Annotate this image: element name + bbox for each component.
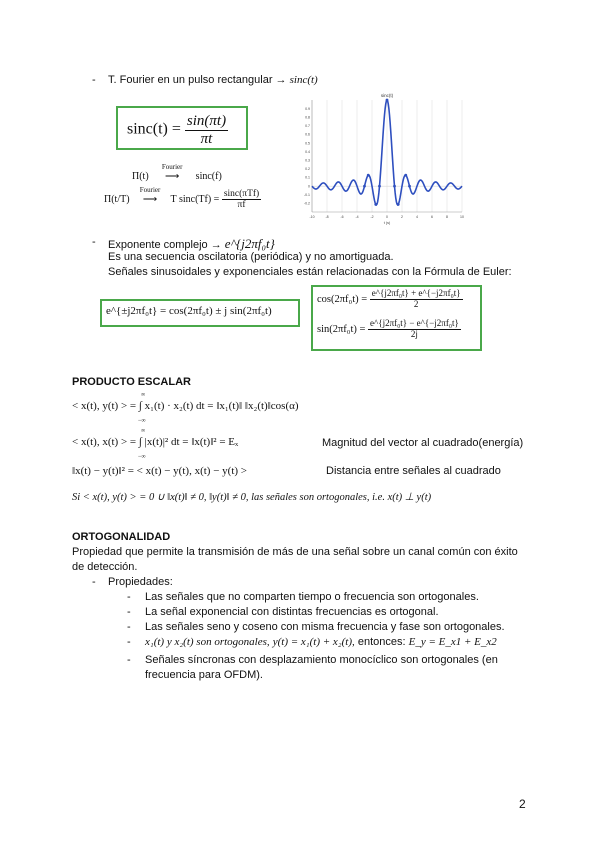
integral-upper-limit: ∞ — [141, 428, 146, 434]
sinc-numerator: sin(πt) — [186, 113, 227, 129]
sin-numerator: e^{j2πf₀t} − e^{−j2πf₀t} — [370, 318, 459, 328]
sinc-data-point — [363, 185, 366, 188]
sub-bullet-dash: - — [127, 636, 131, 648]
integral-lower-limit: −∞ — [138, 454, 146, 460]
propiedades-label: Propiedades: — [108, 576, 173, 588]
fourier-intro-text: T. Fourier en un pulso rectangular → — [108, 74, 287, 86]
item4-sum: y(t) = x₁(t) + x₂(t), — [272, 636, 355, 648]
arrow-icon: ⟶ — [142, 194, 158, 206]
section-heading-ortogonalidad: ORTOGONALIDAD — [72, 531, 171, 543]
integral-upper-limit: ∞ — [141, 392, 146, 398]
sinc-data-point — [367, 174, 370, 177]
sinc-lhs: sinc(t) = — [127, 120, 181, 138]
page-number: 2 — [519, 797, 526, 811]
x-tick-label: 6 — [431, 215, 433, 219]
property-item-2: La señal exponencial con distintas frecuencias es ortogonal. — [145, 606, 439, 618]
energy-eq: < x(t), x(t) > = ∫ |x(t)|² dt = ‖x(t)‖² = Eₓ — [72, 436, 239, 448]
y-tick-label: 0.9 — [305, 106, 310, 111]
item4-then: entonces: — [357, 636, 406, 648]
cos-denominator: 2 — [413, 298, 419, 309]
sinc-data-point — [408, 185, 411, 188]
exp-line-3: Señales sinusoidales y exponenciales están relacionadas con la Fórmula de Euler: — [108, 266, 512, 278]
pair2-numerator: sinc(πTf) — [223, 189, 260, 199]
fourier-pair-2 — [104, 186, 261, 211]
y-tick-label: 0.8 — [305, 115, 310, 120]
y-tick-label: -0.2 — [303, 201, 310, 206]
y-tick-label: 0.7 — [305, 124, 310, 129]
fourier-sinc-label: sinc(t) — [289, 74, 318, 86]
sub-bullet-dash: - — [127, 591, 131, 603]
chart-xlabel: t (s) — [383, 221, 391, 225]
sub-bullet-dash: - — [127, 654, 131, 666]
y-tick-label: 0.3 — [305, 158, 310, 163]
exp-intro — [108, 236, 275, 252]
y-tick-label: 0.6 — [305, 132, 310, 137]
chart-title: sinc(t) — [380, 93, 394, 98]
cos-formula — [317, 289, 463, 310]
y-tick-label: 0.1 — [305, 175, 310, 180]
property-item-1: Las señales que no comparten tiempo o frecuencia son ortogonales. — [145, 591, 479, 603]
fourier-pair-1 — [132, 163, 222, 182]
sinc-data-point — [374, 203, 377, 206]
item4-energy: E_y = E_x1 + E_x2 — [408, 636, 497, 648]
x-tick-label: -4 — [355, 215, 359, 219]
pair2-denominator: πf — [237, 200, 246, 211]
energy-note: Magnitud del vector al cuadrado(energía) — [322, 437, 524, 449]
pair1-arrow-label: Fourier — [161, 163, 183, 171]
y-tick-label: 0.5 — [305, 141, 310, 146]
cos-sin-formula-box — [311, 285, 482, 351]
sinc-data-point — [386, 99, 389, 102]
bullet-dash: - — [92, 74, 96, 86]
property-item-5-line-2: frecuencia para OFDM). — [145, 669, 263, 681]
bullet-dash: - — [92, 576, 96, 588]
section-heading-producto: PRODUCTO ESCALAR — [72, 376, 191, 388]
sin-formula — [317, 319, 461, 340]
exp-intro-text: Exponente complejo → — [108, 239, 222, 251]
fourier-intro — [108, 74, 318, 86]
sinc-chart — [296, 88, 470, 226]
ortogonalidad-para-line-1: Propiedad que permite la transmisión de más de una señal sobre un canal común con éxito — [72, 546, 518, 558]
property-item-3: Las señales seno y coseno con misma frecuencia y fase son ortogonales. — [145, 621, 505, 633]
sub-bullet-dash: - — [127, 621, 131, 633]
exp-formula: e^{j2πf₀t} — [224, 236, 275, 251]
sinc-data-point — [378, 185, 381, 188]
sinc-denominator: πt — [200, 130, 213, 147]
pair1-right: sinc(f) — [195, 171, 222, 182]
x-tick-label: 10 — [460, 215, 464, 219]
y-tick-label: -0.1 — [303, 192, 310, 197]
integral-lower-limit: −∞ — [138, 418, 146, 424]
x-tick-label: 2 — [401, 215, 403, 219]
pair2-mid: T sinc(Tf) = — [170, 194, 220, 206]
x-tick-label: -10 — [309, 215, 315, 219]
x-tick-label: 4 — [416, 215, 418, 219]
y-tick-label: 0.2 — [305, 167, 310, 172]
property-item-5-line-1: Señales síncronas con desplazamiento monocíclico son ortogonales (en — [145, 654, 498, 666]
x-tick-label: -8 — [325, 215, 329, 219]
sub-bullet-dash: - — [127, 606, 131, 618]
property-item-4 — [145, 636, 497, 648]
x-tick-label: 0 — [386, 215, 388, 219]
sinc-data-point — [397, 203, 400, 206]
x-tick-label: 8 — [446, 215, 448, 219]
euler-formula: e^{±j2πf₀t} = cos(2πf₀t) ± j sin(2πf₀t) — [106, 305, 272, 317]
cos-lhs: cos(2πf₀t) = — [317, 293, 368, 305]
distance-note: Distancia entre señales al cuadrado — [326, 465, 501, 477]
bullet-dash: - — [92, 236, 96, 248]
pair2-left: Π(t/T) — [104, 194, 130, 206]
sin-denominator: 2j — [410, 328, 418, 339]
x-tick-label: -6 — [340, 215, 344, 219]
euler-formula-box — [100, 299, 300, 327]
sinc-data-point — [404, 174, 407, 177]
x-tick-label: -2 — [370, 215, 374, 219]
y-tick-label: 0 — [308, 184, 310, 189]
sinc-data-point — [393, 185, 396, 188]
item4-signals: x₁(t) y x₂(t) son ortogonales, — [145, 636, 270, 648]
inner-product-eq: < x(t), y(t) > = ∫ x₁(t) · x₂(t) dt = ‖x₁(t)‖ ‖x₂(t)‖cos(α) — [72, 400, 299, 412]
ortogonalidad-para-line-2: de detección. — [72, 561, 138, 573]
distance-eq: ‖x(t) − y(t)‖² = < x(t) − y(t), x(t) − y(t) > — [72, 465, 247, 477]
sin-lhs: sin(2πf₀t) = — [317, 323, 366, 335]
cos-numerator: e^{j2πf₀t} + e^{−j2πf₀t} — [371, 288, 461, 298]
orthogonality-condition: Si < x(t), y(t) > = 0 ∪ ‖x(t)‖ ≠ 0, ‖y(t)‖ ≠ 0, las señales son ortogonales, i.e. x(t) ⊥ y(t) — [72, 492, 432, 503]
arrow-icon: ⟶ — [165, 171, 180, 182]
y-tick-label: 0.4 — [305, 149, 310, 154]
sinc-definition-box — [116, 106, 248, 150]
pair2-arrow-label: Fourier — [139, 186, 161, 195]
pair1-left: Π(t) — [132, 171, 149, 182]
exp-line-2: Es una secuencia oscilatoria (periódica) y no amortiguada. — [108, 251, 394, 263]
